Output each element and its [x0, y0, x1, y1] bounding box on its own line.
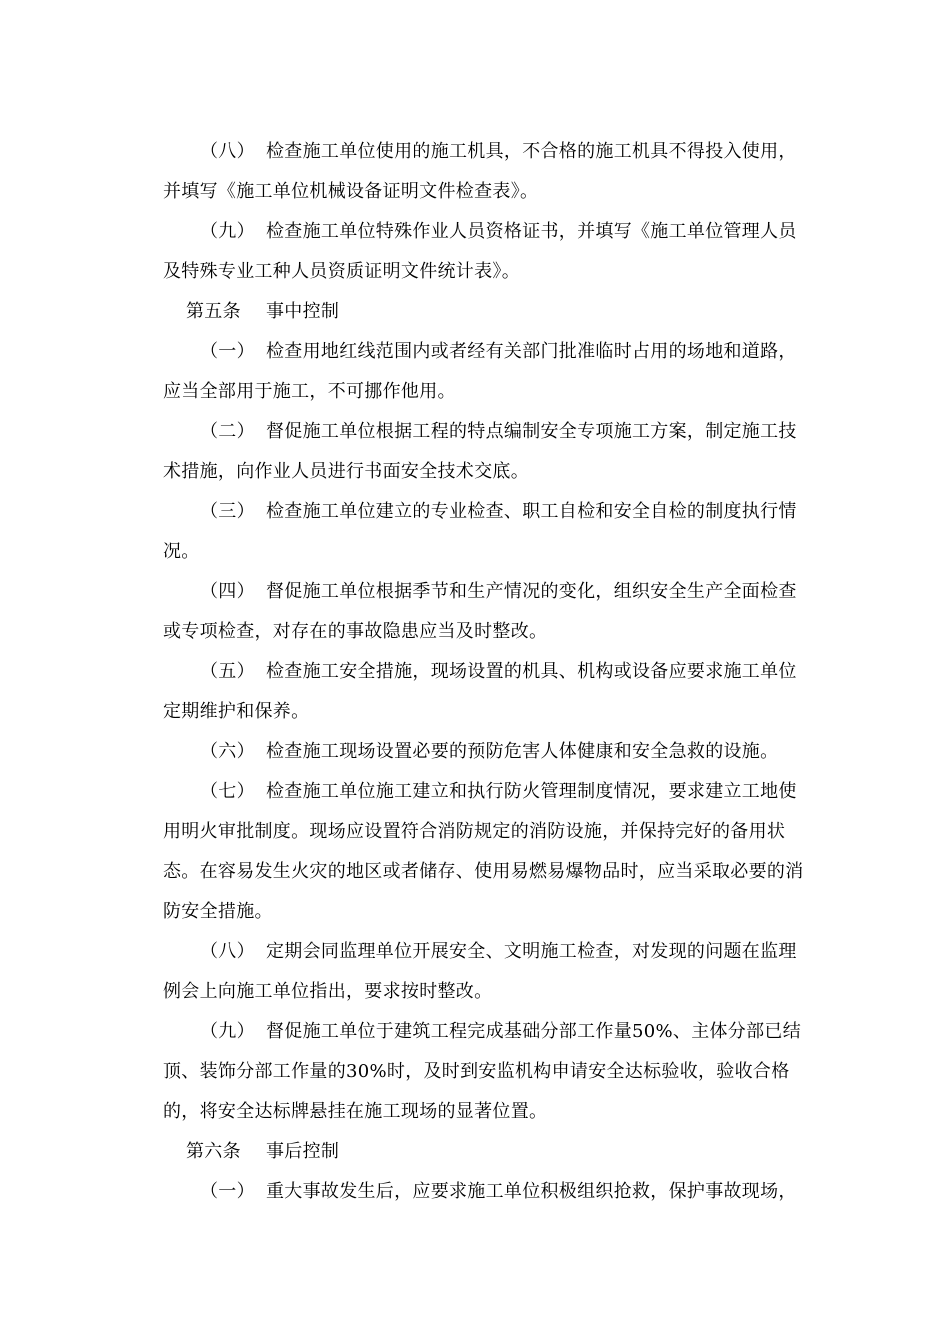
item-number: （九） [200, 221, 255, 242]
paragraph-text: 检查施工单位建立的专业检查、职工自检和安全自检的制度执行情况。 [163, 501, 797, 562]
paragraph [163, 492, 813, 572]
paragraph-text: 督促施工单位于建筑工程完成基础分部工作量50%、主体分部已结顶、装饰分部工作量的30%时，及时到安监机构申请安全达标验收，验收合格的，将安全达标牌悬挂在施工现场的显著位置。 [163, 1021, 802, 1122]
article-heading [163, 1132, 813, 1172]
item-number: （一） [200, 341, 255, 362]
item-number: （五） [200, 661, 255, 682]
paragraph-text: 定期会同监理单位开展安全、文明施工检查，对发现的问题在监理例会上向施工单位指出，要求按时整改。 [163, 941, 797, 1002]
paragraph [163, 412, 813, 492]
paragraph-text: 检查施工单位使用的施工机具，不合格的施工机具不得投入使用，并填写《施工单位机械设备证明文件检查表》。 [163, 141, 797, 202]
paragraph [163, 1172, 813, 1212]
paragraph [163, 572, 813, 652]
paragraph-text: 检查用地红线范围内或者经有关部门批准临时占用的场地和道路，应当全部用于施工，不可挪作他用。 [163, 341, 797, 402]
paragraph-text: 检查施工现场设置必要的预防危害人体健康和安全急救的设施。 [266, 741, 779, 762]
paragraph-text: 检查施工单位特殊作业人员资格证书，并填写《施工单位管理人员及特殊专业工种人员资质证明文件统计表》。 [163, 221, 797, 282]
article-heading [163, 292, 813, 332]
item-number: （六） [200, 741, 255, 762]
paragraph-text: 检查施工安全措施，现场设置的机具、机构或设备应要求施工单位定期维护和保养。 [163, 661, 797, 722]
article-number: 第六条 [186, 1141, 241, 1162]
item-number: （四） [200, 581, 255, 602]
paragraph [163, 1012, 813, 1132]
paragraph [163, 212, 813, 292]
paragraph [163, 772, 813, 932]
item-number: （二） [200, 421, 255, 442]
item-number: （一） [200, 1181, 255, 1202]
item-number: （七） [200, 781, 255, 802]
paragraph [163, 332, 813, 412]
paragraph [163, 932, 813, 1012]
paragraph-text: 督促施工单位根据季节和生产情况的变化，组织安全生产全面检查或专项检查，对存在的事故隐患应当及时整改。 [163, 581, 797, 642]
item-number: （九） [200, 1021, 255, 1042]
article-title: 事中控制 [266, 301, 340, 322]
paragraph-text: 重大事故发生后，应要求施工单位积极组织抢救，保护事故现场， [266, 1181, 797, 1202]
paragraph-text: 督促施工单位根据工程的特点编制安全专项施工方案，制定施工技术措施，向作业人员进行书面安全技术交底。 [163, 421, 797, 482]
item-number: （八） [200, 941, 255, 962]
paragraph-text: 检查施工单位施工建立和执行防火管理制度情况，要求建立工地使用明火审批制度。现场应设置符合消防规定的消防设施，并保持完好的备用状态。在容易发生火灾的地区或者储存、使用易燃易爆物品时，应当采取必要的消防安全措施。 [163, 781, 804, 922]
paragraph [163, 132, 813, 212]
article-title: 事后控制 [266, 1141, 340, 1162]
article-number: 第五条 [186, 301, 241, 322]
paragraph [163, 652, 813, 732]
document-page [163, 132, 813, 1212]
paragraph [163, 732, 813, 772]
item-number: （八） [200, 141, 255, 162]
item-number: （三） [200, 501, 255, 522]
